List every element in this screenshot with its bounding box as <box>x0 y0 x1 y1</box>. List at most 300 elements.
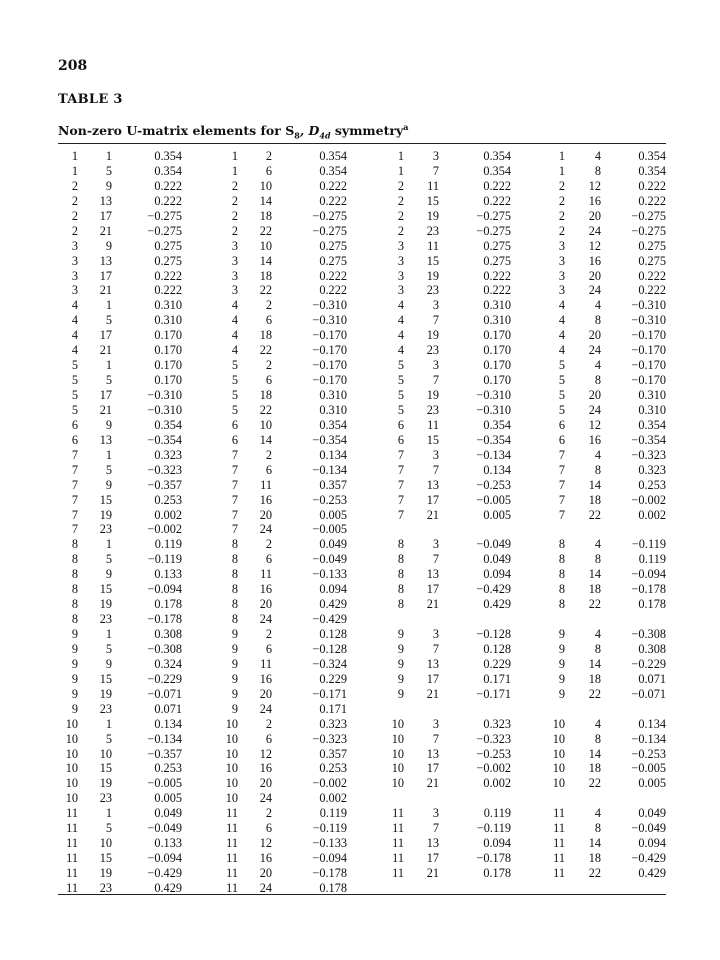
cell-col-index: 11 <box>427 178 439 193</box>
cell-value: −0.005 <box>312 522 347 537</box>
cell-col-index: 13 <box>426 656 439 671</box>
cell-value: −0.357 <box>147 746 182 761</box>
cell-col-index: 8 <box>594 462 601 477</box>
cell-value: −0.094 <box>147 851 182 866</box>
cell-value: −0.134 <box>476 447 511 462</box>
cell-value: 0.357 <box>319 746 347 761</box>
cell-value: 0.310 <box>483 298 511 313</box>
cell-col-index: 20 <box>259 597 272 612</box>
cell-value: −0.253 <box>631 746 666 761</box>
cell-col-index: 6 <box>265 163 272 178</box>
cell-col-index: 21 <box>99 343 112 358</box>
cell-col-index: 21 <box>99 402 112 417</box>
page-number: 208 <box>58 58 88 74</box>
cell-row-index: 3 <box>231 238 238 253</box>
cell-col-index: 2 <box>265 627 272 641</box>
cell-col-index: 7 <box>432 731 439 746</box>
cell-col-index: 21 <box>99 283 112 298</box>
cell-value: 0.275 <box>319 253 347 268</box>
cell-row-index: 10 <box>225 716 238 731</box>
cell-row-index: 9 <box>558 641 565 656</box>
cell-row-index: 6 <box>71 417 78 432</box>
cell-col-index: 17 <box>99 328 112 343</box>
cell-col-index: 4 <box>594 298 601 313</box>
cell-row-index: 7 <box>397 462 404 477</box>
cell-value: 0.170 <box>154 343 182 358</box>
cell-row-index: 9 <box>397 686 404 701</box>
cell-value: 0.049 <box>154 806 182 821</box>
cell-value: 0.354 <box>319 149 347 163</box>
cell-row-index: 11 <box>226 806 238 821</box>
cell-row-index: 2 <box>71 193 78 208</box>
cell-col-index: 9 <box>105 477 112 492</box>
cell-row-index: 6 <box>397 417 404 432</box>
cell-value: 0.323 <box>483 716 511 731</box>
cell-col-index: 19 <box>99 597 112 612</box>
cell-col-index: 7 <box>432 373 439 388</box>
cell-row-index: 9 <box>231 641 238 656</box>
cell-row-index: 10 <box>391 746 404 761</box>
cell-col-index: 8 <box>594 373 601 388</box>
cell-col-index: 3 <box>432 298 439 313</box>
cell-row-index: 9 <box>71 701 78 716</box>
cell-value: −0.002 <box>147 522 182 537</box>
cell-value: −0.119 <box>631 537 666 552</box>
cell-row-index: 7 <box>397 477 404 492</box>
cell-row-index: 8 <box>231 597 238 612</box>
cell-row-index: 8 <box>558 537 565 552</box>
cell-row-index: 9 <box>397 641 404 656</box>
cell-value: −0.094 <box>147 582 182 597</box>
cell-col-index: 3 <box>432 149 439 163</box>
cell-value: 0.354 <box>483 163 511 178</box>
cell-row-index: 8 <box>397 567 404 582</box>
cell-row-index: 8 <box>71 567 78 582</box>
cell-row-index: 8 <box>558 597 565 612</box>
cell-col-index: 16 <box>588 193 601 208</box>
cell-row-index: 7 <box>71 522 78 537</box>
cell-value: −0.429 <box>312 612 347 627</box>
cell-row-index: 10 <box>391 761 404 776</box>
cell-value: −0.119 <box>312 821 347 836</box>
cell-col-index: 18 <box>259 268 272 283</box>
cell-col-index: 24 <box>588 283 601 298</box>
cell-col-index: 19 <box>426 328 439 343</box>
cell-value: 0.170 <box>154 373 182 388</box>
cell-col-index: 19 <box>426 208 439 223</box>
cell-value: 0.133 <box>154 836 182 851</box>
cell-col-index: 2 <box>265 447 272 462</box>
table-row <box>58 522 666 537</box>
cell-row-index: 9 <box>231 686 238 701</box>
cell-value: 0.324 <box>154 656 182 671</box>
cell-col-index: 1 <box>105 627 112 641</box>
table-row <box>58 343 666 358</box>
cell-col-index: 24 <box>259 880 272 895</box>
cell-col-index: 5 <box>105 163 112 178</box>
cell-row-index: 9 <box>231 656 238 671</box>
cell-value: −0.178 <box>476 851 511 866</box>
cell-row-index: 10 <box>225 761 238 776</box>
cell-row-index: 3 <box>397 268 404 283</box>
cell-col-index: 13 <box>99 193 112 208</box>
cell-value: −0.253 <box>476 746 511 761</box>
cell-value: −0.308 <box>631 627 666 641</box>
cell-value: −0.354 <box>631 432 666 447</box>
table-row <box>58 224 666 239</box>
cell-col-index: 21 <box>426 507 439 522</box>
cell-value: 0.170 <box>154 328 182 343</box>
cell-row-index: 3 <box>71 268 78 283</box>
cell-value: 0.354 <box>319 417 347 432</box>
cell-value: −0.275 <box>631 208 666 223</box>
cell-row-index: 1 <box>231 163 238 178</box>
cell-row-index: 4 <box>231 298 238 313</box>
cell-row-index: 10 <box>391 716 404 731</box>
cell-value: 0.134 <box>154 716 182 731</box>
table-row <box>58 717 666 732</box>
cell-value: 0.354 <box>154 149 182 163</box>
cell-value: −0.275 <box>476 208 511 223</box>
cell-value: 0.119 <box>319 806 347 821</box>
cell-value: 0.253 <box>638 477 666 492</box>
cell-row-index: 10 <box>65 791 78 806</box>
cell-row-index: 4 <box>558 328 565 343</box>
cell-row-index: 2 <box>397 178 404 193</box>
cell-value: 0.429 <box>638 866 666 880</box>
cell-value: 0.275 <box>319 238 347 253</box>
cell-col-index: 24 <box>588 343 601 358</box>
cell-value: 0.178 <box>154 597 182 612</box>
cell-value: 0.310 <box>638 388 666 402</box>
cell-value: 0.094 <box>483 567 511 582</box>
cell-col-index: 6 <box>265 552 272 567</box>
cell-value: 0.229 <box>483 656 511 671</box>
table-row <box>58 702 666 717</box>
cell-col-index: 16 <box>588 432 601 447</box>
cell-row-index: 4 <box>71 313 78 328</box>
cell-row-index: 11 <box>226 836 238 851</box>
cell-value: −0.049 <box>147 821 182 836</box>
cell-col-index: 13 <box>426 567 439 582</box>
cell-value: 0.170 <box>483 328 511 343</box>
cell-row-index: 3 <box>397 283 404 298</box>
cell-col-index: 16 <box>259 851 272 866</box>
cell-value: −0.128 <box>476 627 511 641</box>
cell-value: 0.310 <box>319 402 347 417</box>
table-row <box>58 672 666 687</box>
cell-value: −0.005 <box>147 776 182 791</box>
cell-col-index: 1 <box>105 358 112 373</box>
cell-value: 0.222 <box>483 193 511 208</box>
cell-col-index: 4 <box>594 806 601 821</box>
cell-col-index: 16 <box>259 492 272 507</box>
cell-col-index: 18 <box>588 492 601 507</box>
cell-row-index: 1 <box>71 163 78 178</box>
cell-row-index: 3 <box>558 268 565 283</box>
cell-value: −0.071 <box>147 686 182 701</box>
cell-value: −0.354 <box>312 432 347 447</box>
cell-row-index: 8 <box>397 597 404 612</box>
table-row <box>58 194 666 209</box>
table-row <box>58 552 666 567</box>
cell-row-index: 8 <box>231 537 238 552</box>
cell-row-index: 7 <box>558 492 565 507</box>
cell-col-index: 14 <box>588 567 601 582</box>
cell-col-index: 4 <box>594 358 601 373</box>
cell-row-index: 3 <box>71 238 78 253</box>
cell-row-index: 2 <box>558 178 565 193</box>
cell-value: −0.354 <box>147 432 182 447</box>
cell-value: 0.222 <box>483 268 511 283</box>
cell-row-index: 10 <box>65 746 78 761</box>
cell-col-index: 17 <box>426 582 439 597</box>
table-row <box>58 642 666 657</box>
cell-value: −0.229 <box>147 671 182 686</box>
cell-value: −0.357 <box>147 477 182 492</box>
cell-col-index: 1 <box>105 716 112 731</box>
cell-value: 0.308 <box>638 641 666 656</box>
table-row <box>58 448 666 463</box>
cell-row-index: 3 <box>71 283 78 298</box>
cell-col-index: 5 <box>105 731 112 746</box>
cell-row-index: 10 <box>225 731 238 746</box>
cell-row-index: 4 <box>71 298 78 313</box>
cell-value: 0.222 <box>638 268 666 283</box>
cell-row-index: 5 <box>397 358 404 373</box>
table-row <box>58 328 666 343</box>
table-row <box>58 791 666 806</box>
cell-row-index: 4 <box>558 343 565 358</box>
cell-value: 0.222 <box>638 283 666 298</box>
cell-value: 0.133 <box>154 567 182 582</box>
cell-row-index: 10 <box>552 746 565 761</box>
cell-value: 0.310 <box>319 388 347 402</box>
cell-col-index: 10 <box>259 417 272 432</box>
cell-value: 0.229 <box>319 671 347 686</box>
cell-row-index: 7 <box>71 462 78 477</box>
table-row <box>58 254 666 269</box>
cell-col-index: 14 <box>588 656 601 671</box>
cell-row-index: 8 <box>71 537 78 552</box>
cell-row-index: 7 <box>558 447 565 462</box>
cell-value: −0.071 <box>631 686 666 701</box>
cell-value: −0.170 <box>631 373 666 388</box>
cell-value: 0.253 <box>319 761 347 776</box>
cell-row-index: 2 <box>231 223 238 238</box>
cell-value: 0.354 <box>483 417 511 432</box>
cell-col-index: 20 <box>259 686 272 701</box>
cell-value: −0.171 <box>312 686 347 701</box>
cell-row-index: 8 <box>397 537 404 552</box>
cell-row-index: 2 <box>71 223 78 238</box>
cell-row-index: 11 <box>66 836 78 851</box>
table-row <box>58 164 666 179</box>
cell-value: 0.178 <box>638 597 666 612</box>
cell-value: 0.222 <box>638 193 666 208</box>
cell-col-index: 5 <box>105 552 112 567</box>
cell-row-index: 8 <box>397 552 404 567</box>
cell-row-index: 7 <box>231 507 238 522</box>
cell-value: −0.323 <box>476 731 511 746</box>
cell-col-index: 15 <box>426 432 439 447</box>
cell-row-index: 11 <box>392 866 404 880</box>
cell-col-index: 5 <box>105 462 112 477</box>
cell-col-index: 24 <box>588 402 601 417</box>
cell-value: 0.323 <box>638 462 666 477</box>
table-row <box>58 687 666 702</box>
cell-row-index: 7 <box>231 492 238 507</box>
cell-row-index: 1 <box>558 163 565 178</box>
cell-row-index: 9 <box>397 627 404 641</box>
cell-col-index: 11 <box>260 656 272 671</box>
cell-col-index: 8 <box>594 731 601 746</box>
cell-col-index: 14 <box>588 836 601 851</box>
table-row <box>58 433 666 448</box>
cell-col-index: 21 <box>426 686 439 701</box>
table-row <box>58 358 666 373</box>
cell-col-index: 21 <box>426 597 439 612</box>
cell-col-index: 18 <box>588 582 601 597</box>
cell-col-index: 8 <box>594 641 601 656</box>
cell-col-index: 20 <box>259 776 272 791</box>
cell-col-index: 20 <box>259 866 272 880</box>
cell-col-index: 18 <box>259 328 272 343</box>
cell-row-index: 11 <box>392 851 404 866</box>
cell-col-index: 2 <box>265 806 272 821</box>
cell-col-index: 13 <box>426 477 439 492</box>
cell-row-index: 7 <box>397 492 404 507</box>
cell-col-index: 19 <box>99 776 112 791</box>
cell-col-index: 6 <box>265 373 272 388</box>
cell-value: −0.002 <box>476 761 511 776</box>
cell-row-index: 6 <box>558 417 565 432</box>
cell-row-index: 3 <box>558 253 565 268</box>
cell-row-index: 4 <box>231 328 238 343</box>
table-row <box>58 866 666 881</box>
cell-value: 0.170 <box>483 343 511 358</box>
cell-col-index: 24 <box>259 791 272 806</box>
cell-row-index: 7 <box>71 447 78 462</box>
cell-col-index: 15 <box>99 671 112 686</box>
cell-col-index: 8 <box>594 163 601 178</box>
cell-col-index: 20 <box>588 208 601 223</box>
cell-col-index: 6 <box>265 731 272 746</box>
cell-col-index: 1 <box>105 149 112 163</box>
cell-value: 0.119 <box>154 537 182 552</box>
cell-col-index: 7 <box>432 821 439 836</box>
cell-row-index: 2 <box>397 193 404 208</box>
cell-col-index: 9 <box>105 238 112 253</box>
cell-row-index: 2 <box>71 178 78 193</box>
cell-col-index: 1 <box>105 537 112 552</box>
cell-col-index: 8 <box>594 552 601 567</box>
table-row <box>58 493 666 508</box>
cell-row-index: 4 <box>71 343 78 358</box>
cell-row-index: 9 <box>397 671 404 686</box>
cell-col-index: 14 <box>259 432 272 447</box>
cell-col-index: 12 <box>259 836 272 851</box>
cell-row-index: 3 <box>71 253 78 268</box>
cell-col-index: 19 <box>426 388 439 402</box>
cell-value: −0.178 <box>631 582 666 597</box>
cell-row-index: 11 <box>553 821 565 836</box>
cell-row-index: 9 <box>558 627 565 641</box>
cell-row-index: 11 <box>66 880 78 895</box>
cell-value: 0.253 <box>154 761 182 776</box>
cell-col-index: 23 <box>99 880 112 895</box>
cell-value: −0.275 <box>147 208 182 223</box>
cell-row-index: 11 <box>553 836 565 851</box>
cell-row-index: 5 <box>558 402 565 417</box>
cell-col-index: 3 <box>432 447 439 462</box>
cell-col-index: 3 <box>432 627 439 641</box>
table-row <box>58 567 666 582</box>
cell-col-index: 19 <box>426 268 439 283</box>
cell-value: 0.357 <box>319 477 347 492</box>
cell-col-index: 15 <box>426 193 439 208</box>
cell-col-index: 11 <box>260 477 272 492</box>
cell-col-index: 7 <box>432 552 439 567</box>
cell-value: 0.002 <box>483 776 511 791</box>
cell-row-index: 8 <box>558 582 565 597</box>
cell-value: −0.049 <box>312 552 347 567</box>
cell-value: 0.049 <box>483 552 511 567</box>
cell-value: −0.178 <box>312 866 347 880</box>
table-row <box>58 388 666 403</box>
cell-value: 0.323 <box>319 716 347 731</box>
cell-value: 0.275 <box>638 238 666 253</box>
cell-row-index: 3 <box>397 238 404 253</box>
cell-row-index: 4 <box>231 313 238 328</box>
cell-value: −0.170 <box>631 343 666 358</box>
cell-value: −0.354 <box>476 432 511 447</box>
cell-row-index: 5 <box>558 358 565 373</box>
cell-row-index: 7 <box>397 507 404 522</box>
cell-col-index: 4 <box>594 537 601 552</box>
cell-row-index: 9 <box>558 656 565 671</box>
cell-col-index: 23 <box>99 522 112 537</box>
cell-value: −0.049 <box>631 821 666 836</box>
cell-col-index: 23 <box>99 791 112 806</box>
cell-col-index: 4 <box>594 447 601 462</box>
cell-value: −0.134 <box>631 731 666 746</box>
cell-col-index: 22 <box>588 507 601 522</box>
cell-col-index: 11 <box>427 417 439 432</box>
cell-row-index: 6 <box>558 432 565 447</box>
cell-col-index: 11 <box>427 238 439 253</box>
cell-row-index: 1 <box>397 149 404 163</box>
cell-value: 0.222 <box>319 268 347 283</box>
cell-row-index: 11 <box>66 866 78 880</box>
cell-col-index: 6 <box>265 641 272 656</box>
cell-value: 0.275 <box>638 253 666 268</box>
cell-row-index: 4 <box>558 298 565 313</box>
cell-row-index: 3 <box>558 283 565 298</box>
cell-col-index: 18 <box>259 388 272 402</box>
cell-value: −0.275 <box>147 223 182 238</box>
cell-value: −0.323 <box>631 447 666 462</box>
cell-value: −0.002 <box>312 776 347 791</box>
cell-value: −0.429 <box>631 851 666 866</box>
cell-row-index: 11 <box>553 806 565 821</box>
cell-col-index: 22 <box>588 597 601 612</box>
cell-row-index: 11 <box>226 880 238 895</box>
cell-value: 0.275 <box>154 253 182 268</box>
cell-value: 0.170 <box>483 358 511 373</box>
cell-value: 0.222 <box>154 268 182 283</box>
cell-row-index: 9 <box>231 701 238 716</box>
